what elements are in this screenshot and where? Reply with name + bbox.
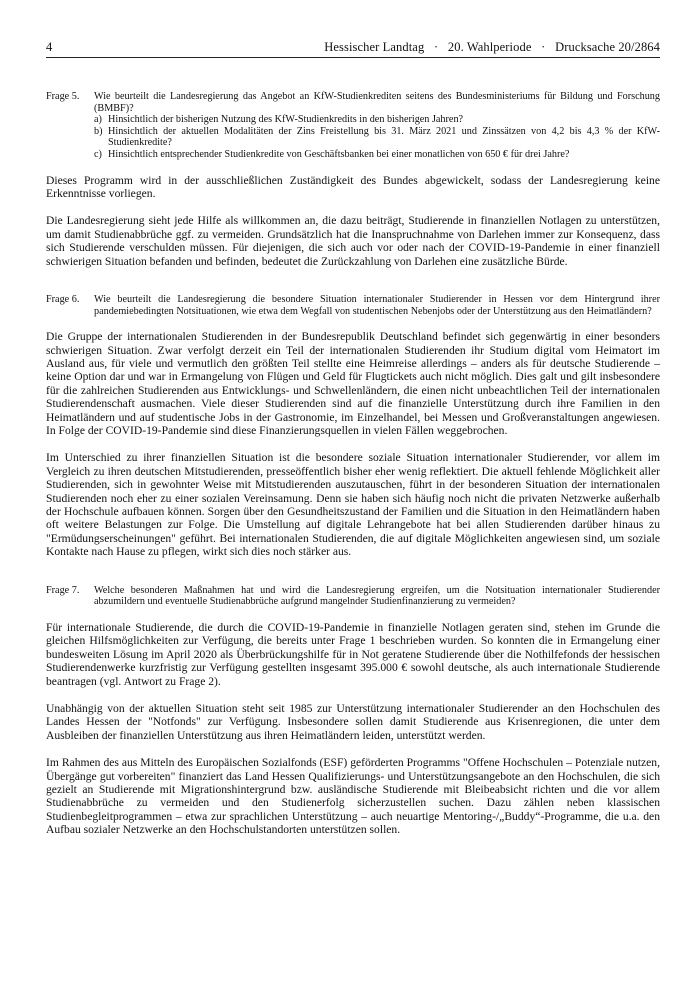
subitem-text: Hinsichtlich der aktuellen Modalitäten der Zins Freistellung bis 31. März 2021 und Zinssätzen von 4,2 bis 4,3 % der KfW-Studienkredite?: [108, 125, 660, 149]
page-header: [46, 40, 660, 58]
question-body: [94, 91, 660, 161]
answer-paragraph: Für internationale Studierende, die durch die COVID-19-Pandemie in finanzielle Notlagen geraten sind, stehen im Grunde die gleichen Hilfsmöglichkeiten zur Verfügung, die bereits unter Frage 1 beschrieben wurden. So konnten die in Ermangelung einer bundesweiten Lösung im April 2020 als Überbrückungshilfe für in Not geratene Studierende über die Nothilfefonds der hessischen Studierendenwerke kurzfristig zur Verfügung gestellten insgesamt 395.000 € sowohl deutsche, als auch internationale Studierende beantragen (vgl. Antwort zu Frage 2).: [46, 620, 660, 688]
answer-paragraph: Im Unterschied zu ihrer finanziellen Situation ist die besondere soziale Situation internationaler Studierender, vor allem im Vergleich zu ihren deutschen Mitstudierenden, presseöffentlich bisher eher wenig reflektiert. Die aktuell fehlende Möglichkeit aller Studierenden, sich in gewohnter Weise mit Mitstudierenden auszutauschen, führt in der besonderen Situation der internationalen Studierenden noch eher zu einer sozialen Vereinsamung. Denn sie haben sich häufig noch nicht die privaten Netzwerke außerhalb der Hochschule aufbauen können. Sorgen über den Gesundheitszustand der Familien und die Situation in den Heimatländern haben oft weitere Belastungen zur Folge. Die Umstellung auf digitale Lehrangebote hat bei allen Studierenden darüber hinaus zu "Ermüdungserscheinungen" geführt. Bei internationalen Studierenden, die auf digitale Möglichkeiten angewiesen sind, um soziale Kontakte nach Hause zu pflegen, wirkt sich dies noch stärker aus.: [46, 451, 660, 559]
question-subitems: [94, 114, 660, 160]
question-5: [46, 91, 660, 161]
answer-paragraph: Die Gruppe der internationalen Studierenden in der Bundesrepublik Deutschland befindet sich gegenwärtig in einer besonders schwierigen Situation. Zwar verfolgt derzeit ein Teil der internationalen Studierenden ihr Studium digital vom Heimatort im Ausland aus, für viele und vermutlich den größten Teil stellte eine Heimreise allerdings – anders als für deutsche Studierende – keine Option dar und war in Ermangelung von Flügen und Geld für Flugtickets auch nicht möglich. Dies galt und gilt insbesondere für die zahlreichen Studierenden aus Entwicklungs- und Schwellenländern, die einen nicht unbeachtlichen Teil der internationalen Studierendenschaft ausmachen. Viele dieser Studierenden sind auf die finanzielle Unterstützung durch ihre Familien in den Heimatländern und auf studentische Jobs in der Gastronomie, im Einzelhandel, bei Messen und Großveranstaltungen angewiesen. In Folge der COVID-19-Pandemie sind diese Finanzierungsquellen in vielen Fällen weggebrochen.: [46, 330, 660, 438]
subitem-b: [94, 126, 660, 149]
subitem-letter: a): [94, 114, 102, 126]
question-7: [46, 585, 660, 608]
page-number: 4: [46, 40, 53, 54]
question-6: [46, 294, 660, 317]
subitem-text: Hinsichtlich der bisherigen Nutzung des KfW-Studienkredits in den bisherigen Jahren?: [108, 114, 464, 126]
question-label: Frage 5.: [46, 91, 80, 102]
answer-paragraph: Im Rahmen des aus Mitteln des Europäischen Sozialfonds (ESF) geförderten Programms "Offene Hochschulen – Potenziale nutzen, Übergänge gut vorbereiten" finanziert das Land Hessen Qualifizierungs- und Unterstützungsangebote an den Hochschulen, die sich gezielt an Studierende mit Migrationshintergrund bzw. ausländische Studierende mit Bleibeabsicht richten und die vor allem Studienabbrüche zu vermeiden und den Studienerfolg sicherzustellen suchen. Dazu zählen neben klassischen Studienbegleitprogrammen – etwa zur sprachlichen Unterstützung – auch neuartige Mentoring-/„Buddy“-Programme, die u.a. den Aufbau sozialer Netzwerke an den Hochschulstandorten unterstützen sollen.: [46, 756, 660, 837]
document-page: [46, 40, 660, 837]
subitem-a: [94, 114, 660, 126]
question-text: Wie beurteilt die Landesregierung die besondere Situation internationaler Studierender in Hessen vor dem Hintergrund ihrer pandemiebedingten Notsituationen, wie etwa dem Wegfall von studentischen Nebenjobs oder der Unterstützung aus den Heimatländern?: [94, 294, 660, 317]
subitem-letter: c): [94, 148, 102, 160]
question-label: Frage 6.: [46, 294, 80, 305]
answer-paragraph: Die Landesregierung sieht jede Hilfe als willkommen an, die dazu beiträgt, Studierende in finanziellen Notlagen zu unterstützen, um damit Studienabbrüche ggf. zu vermeiden. Grundsätzlich hat die Inanspruchnahme von Darlehen immer zur Konsequenz, dass sich Studierende verschulden müssen. Für diejenigen, die sich auch vor oder nach der COVID-19-Pandemie in einer finanziell schwierigen Situation befanden und befinden, bedeutet die Zurückzahlung von Darlehen eine zusätzliche Bürde.: [46, 214, 660, 268]
subitem-letter: b): [94, 125, 103, 137]
subitem-text: Hinsichtlich entsprechender Studienkredite von Geschäftsbanken bei einer monatlichen von 650 € für drei Jahre?: [108, 148, 570, 160]
answer-paragraph: Dieses Programm wird in der ausschließlichen Zuständigkeit des Bundes abgewickelt, sodass der Landesregierung keine Erkenntnisse vorliegen.: [46, 173, 660, 200]
subitem-c: [94, 149, 660, 161]
question-text: Welche besonderen Maßnahmen hat und wird die Landesregierung ergreifen, um die Notsituation internationaler Studierender abzumildern und eventuelle Studienabbrüche aufgrund mangelnder Studienfinanzierung zu vermeiden?: [94, 584, 660, 608]
answer-paragraph: Unabhängig von der aktuellen Situation steht seit 1985 zur Unterstützung internationaler Studierender an den Hochschulen des Landes Hessen der "Notfonds" zur Verfügung. Insbesondere sollen damit Studierende aus Krisenregionen, die unter dem Ausbleiben der finanziellen Unterstützung aus ihren Heimatländern leiden, unterstützt werden.: [46, 701, 660, 742]
running-title: Hessischer Landtag · 20. Wahlperiode · Drucksache 20/2864: [324, 40, 660, 54]
question-text: Wie beurteilt die Landesregierung das Angebot an KfW-Studienkrediten seitens des Bundesministeriums für Bildung und Forschung (BMBF)?: [94, 91, 660, 114]
question-label: Frage 7.: [46, 584, 80, 596]
